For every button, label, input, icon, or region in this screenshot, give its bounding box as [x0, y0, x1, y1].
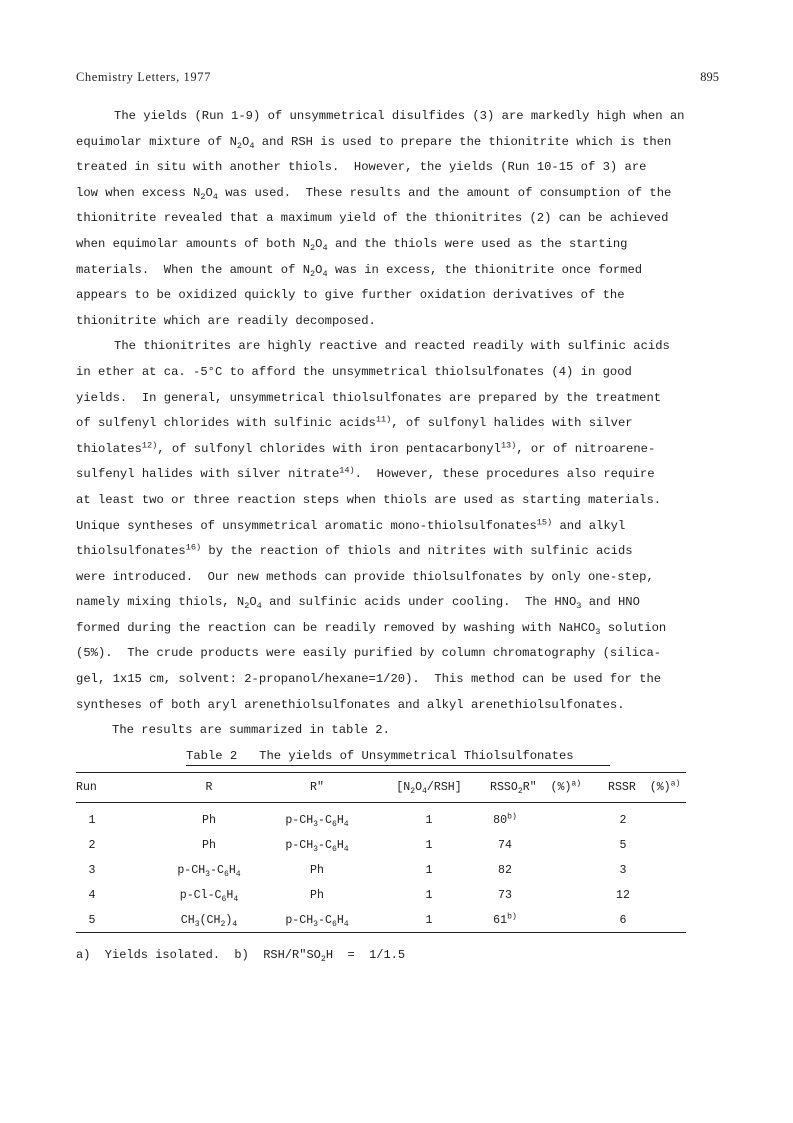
table-header-rule [76, 802, 686, 803]
table-footnote: a) Yields isolated. b) RSH/$R"SO_2H = 1/1.5$ [76, 948, 406, 964]
paragraph-2-line-8: Unique syntheses of unsymmetrical aromatic mono-thiolsulfonates$^{15)}$ and alkyl [76, 516, 626, 533]
page-header [76, 70, 719, 90]
cell-r-double-prime: Ph [310, 889, 324, 902]
cell-r: $CH_3(CH_2)_4$ [180, 914, 238, 929]
reference-16: 16) [185, 542, 202, 553]
header-rssr-yield: RSSR (%)$^{a)}$ [608, 779, 681, 794]
header-run: Run [76, 781, 97, 794]
body-text [76, 104, 724, 744]
paragraph-2-line-15: syntheses of both aryl arenethiolsulfonates and alkyl arenethiolsulfonates. [76, 697, 625, 712]
paragraph-2-line-5: thiolates$^{12)}$, of sulfonyl chlorides with iron pentacarbonyl$^{13)}$, or of nitroarene- [76, 440, 656, 456]
paragraph-1-line-2: equimolar mixture of $N_2O_4$ and RSH is used to prepare the thionitrite which is then [76, 134, 672, 151]
paragraph-2-line-9: thiolsulfonates$^{16)}$ by the reaction of thiols and nitrites with sulfinic acids [76, 542, 633, 559]
paragraph-2-line-14: gel, 1x15 cm, solvent: 2-propanol/hexane=1/20). This method can be used for the [76, 672, 662, 687]
cell-rsso2r-yield: 74 [498, 839, 512, 852]
table-caption-rule [186, 765, 610, 766]
cell-ratio: 1 [425, 889, 433, 902]
paragraph-2-line-3: yields. In general, unsymmetrical thiolsulfonates are prepared by the treatment [76, 390, 662, 405]
cell-run: 5 [88, 914, 96, 927]
table-caption: Table 2 The yields of Unsymmetrical Thiolsulfonates [186, 749, 574, 763]
cell-ratio: 1 [425, 839, 433, 852]
cell-run: 3 [88, 864, 96, 877]
paragraph-1-line-4: low when excess $N_2O_4$ was used. These results and the amount of consumption of the [76, 185, 672, 202]
cell-rssr-yield: 6 [619, 914, 627, 927]
cell-r: Ph [202, 839, 216, 852]
running-head: Chemistry Letters, 1977 [76, 70, 211, 84]
paragraph-2-line-13: (5%). The crude products were easily purified by column chromatography (silica- [76, 646, 662, 661]
reference-13: 13) [500, 440, 517, 451]
header-r-double-prime: R" [310, 781, 324, 794]
cell-r: Ph [202, 814, 216, 827]
paragraph-1-line-1: The yields (Run 1-9) of unsymmetrical disulfides (3) are markedly high when an [114, 109, 685, 123]
cell-rssr-yield: 5 [619, 839, 627, 852]
reference-11: 11) [375, 414, 392, 425]
paragraph-2-line-10: were introduced. Our new methods can provide thiolsulfonates by only one-step, [76, 569, 654, 584]
header-r: R [205, 781, 213, 794]
cell-ratio: 1 [425, 814, 433, 827]
paragraph-1-line-9: thionitrite which are readily decomposed. [76, 313, 376, 328]
paragraph-2-line-4: of sulfenyl chlorides with sulfinic acids$^{11)}$, of sulfonyl halides with silver [76, 414, 633, 431]
paragraph-2-line-16: The results are summarized in table 2. [112, 723, 390, 738]
paragraph-1-line-6: when equimolar amounts of both $N_2O_4$ and the thiols were used as the starting [76, 236, 628, 253]
paragraph-2-line-6: sulfenyl halides with silver nitrate$^{14)}$. However, these procedures also require [76, 465, 655, 482]
header-rsso2r-yield: $RSSO_2R$" (%)$^{a)}$ [490, 779, 582, 796]
paragraph-1-line-7: materials. When the amount of $N_2O_4$ was in excess, the thionitrite once formed [76, 262, 643, 279]
cell-r-double-prime: $p-CH_3-C_6H_4$ [285, 914, 349, 929]
paragraph-2-line-1: The thionitrites are highly reactive and reacted readily with sulfinic acids [114, 339, 670, 354]
cell-rsso2r-yield: 80$^{b)}$ [493, 812, 517, 827]
cell-r-double-prime: $p-CH_3-C_6H_4$ [285, 814, 349, 829]
paragraph-2-line-7: at least two or three reaction steps when thiols are used as starting materials. [76, 492, 662, 507]
paragraph-1-line-5: thionitrite revealed that a maximum yield of the thionitrites (2) can be achieved [76, 211, 669, 226]
cell-rssr-yield: 2 [619, 814, 627, 827]
cell-rssr-yield: 3 [619, 864, 627, 877]
cell-run: 2 [88, 839, 96, 852]
paragraph-1-line-8: appears to be oxidized quickly to give further oxidation derivatives of the [76, 288, 625, 303]
paragraph-1-line-3: treated in situ with another thiols. However, the yields (Run 10-15 of 3) are [76, 160, 647, 175]
cell-r: $p-CH_3-C_6H_4$ [177, 864, 241, 879]
cell-rsso2r-yield: 61$^{b)}$ [493, 912, 517, 927]
reference-14: 14) [339, 465, 355, 476]
header-ratio: $[N_2O_4/RSH]$ [396, 781, 462, 796]
paragraph-2-line-2: in ether at ca. -5°C to afford the unsymmetrical thiolsulfonates (4) in good [76, 364, 632, 379]
cell-r-double-prime: Ph [310, 864, 324, 877]
cell-rssr-yield: 12 [616, 889, 630, 902]
cell-r: $p-Cl-C_6H_4$ [179, 889, 239, 904]
table-bottom-rule [76, 932, 686, 933]
cell-rsso2r-yield: 82 [498, 864, 512, 877]
cell-ratio: 1 [425, 914, 433, 927]
paragraph-2-line-11: namely mixing thiols, $N_2O_4$ and sulfinic acids under cooling. The $HNO_3$ and HNO [76, 595, 640, 612]
cell-r-double-prime: $p-CH_3-C_6H_4$ [285, 839, 349, 854]
paragraph-2-line-12: formed during the reaction can be readily removed by washing with NaHCO$_3$ solution [76, 620, 667, 637]
reference-12: 12) [141, 440, 158, 451]
cell-run: 1 [88, 814, 96, 827]
reference-15: 15) [536, 516, 553, 527]
cell-rsso2r-yield: 73 [498, 889, 512, 902]
cell-run: 4 [88, 889, 96, 902]
cell-ratio: 1 [425, 864, 433, 877]
table-top-rule [76, 772, 686, 773]
page-number: 895 [700, 70, 719, 84]
